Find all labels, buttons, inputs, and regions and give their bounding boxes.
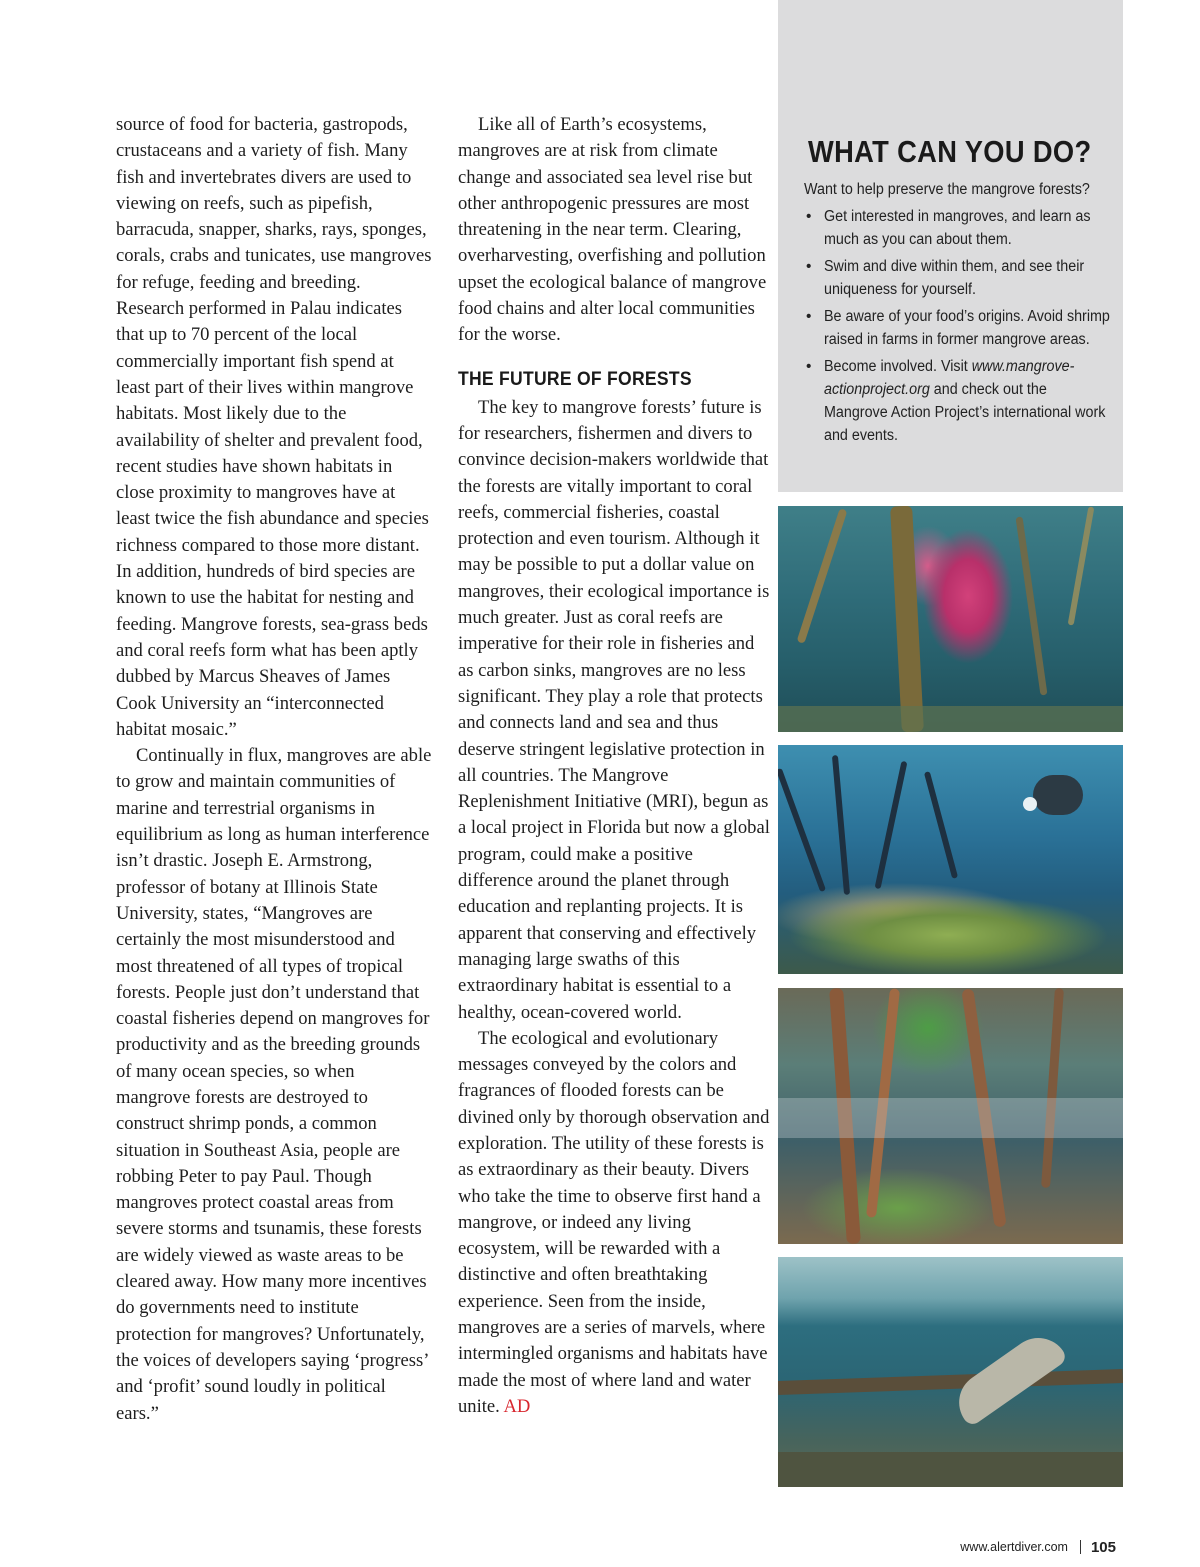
mangrove-coral-photo [778, 506, 1123, 732]
paragraph [458, 1026, 770, 1420]
list-item: • Get interested in mangroves, and learn as much as you can about them. [804, 205, 1122, 251]
sidebar-intro: Want to help preserve the mangrove forests? [804, 181, 1090, 198]
page-number: 105 [1090, 1538, 1116, 1556]
diver-mangrove-photo [778, 745, 1123, 974]
paragraph: The key to mangrove forests’ future is for researchers, fishermen and divers to convince decision-makers worldwide that the forests are vitally important to coral reefs, commercial fisheries, coastal protection and even tourism. Although it may be possible to put a dollar value on mangroves, their ecological importance is much greater. Just as coral reefs are imperative for their role in fisheries and as carbon sinks, mangroves are no less significant. They play a role that protects and connects land and sea and thus deserve stringent legislative protection in all countries. The Mangrove Replenishment Initiative (MRI), begun as a local project in Florida but now a global program, could make a positive difference around the planet through education and replanting projects. It is apparent that conserving and effectively managing large swaths of this extraordinary habitat is essential to a healthy, ocean-covered world. [458, 396, 770, 1023]
section-heading: THE FUTURE OF FORESTS [458, 367, 692, 390]
end-mark: AD [503, 1395, 531, 1417]
list-item: • Swim and dive within them, and see their uniqueness for yourself. [804, 255, 1122, 301]
mangrove-roots-photo [778, 988, 1123, 1244]
bullet-icon: • [806, 208, 812, 225]
eagle-ray-photo [778, 1257, 1123, 1487]
sidebar-box [778, 0, 1123, 492]
action-list [804, 205, 1122, 451]
bullet-icon: • [806, 358, 812, 375]
footer-divider [1080, 1540, 1081, 1554]
list-text: Become involved. Visit [824, 358, 972, 375]
article-column-1 [116, 112, 432, 1427]
list-text: and check out the Mangrove Action Project’s international work and events. [824, 381, 1106, 444]
list-item: • Be aware of your food’s origins. Avoid shrimp raised in farms in former mangrove areas. [804, 305, 1122, 351]
page-footer [960, 1537, 1116, 1557]
paragraph: Continually in flux, mangroves are able to grow and maintain communities of marine and terrestrial organisms in equilibrium as long as human interference isn’t drastic. Joseph E. Armstrong, professor of botany at Illinois State University, states, “Mangroves are certainly the most misunderstood and most threatened of all types of tropical forests. People just don’t understand that coastal fisheries depend on mangroves for productivity and as the breeding grounds of many ocean species, so when mangrove forests are destroyed to construct shrimp ponds, a common situation in Southeast Asia, people are robbing Peter to pay Paul. Though mangroves protect coastal areas from severe storms and tsunamis, these forests are widely viewed as waste areas to be cleared away. How many more incentives do governments need to institute protection for mangroves? Unfortunately, the voices of developers saying ‘progress’ and ‘profit’ sound loudly in political ears.” [116, 745, 432, 1424]
paragraph-text: The ecological and evolutionary messages conveyed by the colors and fragrances of flooded forests can be divined only by thorough observation and exploration. The utility of these forests is as extraordinary as their beauty. Divers who take the time to observe first hand a mangrove, or indeed any living ecosystem, will be rewarded with a distinctive and often breathtaking experience. Seen from the inside, mangroves are a series of marvels, where intermingled organisms and habitats have made the most of where land and water unite. [458, 1027, 770, 1417]
bullet-icon: • [806, 258, 812, 275]
article-column-2 [458, 112, 770, 1420]
footer-url[interactable]: www.alertdiver.com [960, 1540, 1068, 1554]
list-item [804, 355, 1122, 447]
paragraph: Like all of Earth’s ecosystems, mangroves are at risk from climate change and associated sea level rise but other anthropogenic pressures are most threatening in the near term. Clearing, overharvesting, overfishing and pollution upset the ecological balance of mangrove food chains and alter local communities for the worse. [458, 114, 767, 346]
website-link[interactable]: www.mangrove-actionproject.org [824, 358, 1075, 398]
sidebar-title: WHAT CAN YOU DO? [808, 134, 1092, 169]
paragraph: source of food for bacteria, gastropods, crustaceans and a variety of fish. Many fish and invertebrates divers are used to viewing on reefs, such as pipefish, barracuda, snapper, sharks, rays, sponges, corals, crabs and tunicates, use mangroves for refuge, feeding and breeding. Research performed in Palau indicates that up to 70 percent of the local commercially important fish spend at least part of their lives within mangrove habitats. Most likely due to the availability of shelter and prevalent food, recent studies have shown habitats in close proximity to mangroves have at least twice the fish abundance and species richness compared to those more distant. In addition, hundreds of bird species are known to use the habitat for nesting and feeding. Mangrove forests, sea-grass beds and coral reefs form what has been aptly dubbed by Marcus Sheaves of James Cook University an “interconnected habitat mosaic.” [116, 114, 432, 740]
bullet-icon: • [806, 308, 812, 325]
